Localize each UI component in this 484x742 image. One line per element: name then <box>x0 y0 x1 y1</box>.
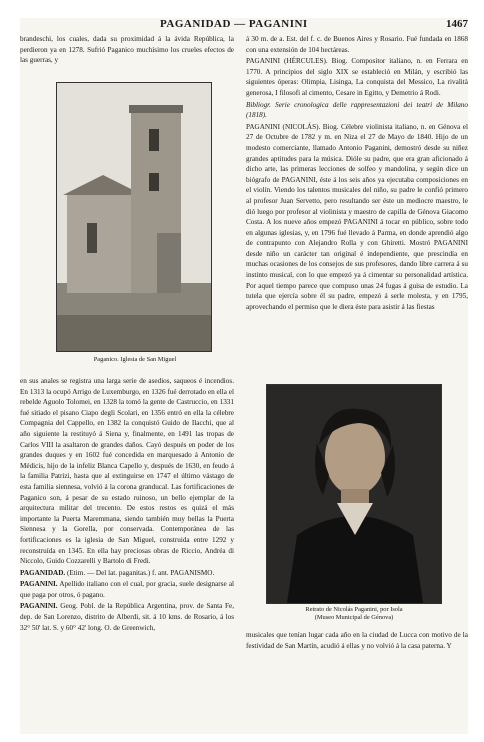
entry-paganidad <box>20 568 234 579</box>
paragraph: á 30 m. de a. Est. del f. c. de Buenos Aires y Rosario. Fué fundada en 1868 con una extensión de 104 hectáreas. <box>246 35 468 54</box>
paragraph: PAGANINI (NICOLÁS). Biog. Célebre violinista italiano, n. en Génova el 27 de Octubre de 1782 y m. en Niza el 27 de Mayo de 1840. Hijo de un modesto comerciante, llamado Antonio Paganini, demostró desde su niñez grandes aptitudes para la música. Dióle su padre, que era gran aficionado á dicho arte, las primeras lecciones de solfeo y mandolina, y según dice un biógrafo de PAGANINI, éste á los seis años ya ejecutaba composiciones en el violín. Viendo los talentos musicales del niño, su padre le confió primero al profesor Juan Servetto, pero resultando ser éste un mediocre maestro, le dió luego por profesor al violinista y maestro de capilla de Génova Giacomo Costa. A los nueve años empezó PAGANINI á tocar en público, sobre todo en algunas iglesias, y, en 1796 fué llevado á Parma, en donde aprendió algo de contrapunto con Alejandro Rolla y con Ghiretti. Mostró PAGANINI desde niño un carácter tan original é independiente, que prescindía en muchas ocasiones de los consejos de sus profesores, dando libre carrera á su instinto musical, con lo que empezó ya á cimentar su personalidad artística. Por aquel tiempo parece que compuso unas 24 fugas á guisa de estudio. La tutela que ejercía sobre él su padre, empezó á serle molesta, y en 1795, aprovechando el permiso que le diera éste para asistir á las fiestas <box>246 122 468 311</box>
entry-head: PAGANINI. <box>20 602 58 611</box>
left-column-bottom <box>20 376 234 734</box>
paragraph: en sus anales se registra una larga serie de asedios, saqueos é incendios. En 1313 la ocupó Arrigo de Luxemburgo, en 1326 fué derrotado en ella el rebelde Aguolo Tolomei, en 1328 la tomó la gente de Castruccio, en 1331 fué sitiado el pisano Ciapo degli Scolari, en 1356 entró en ella la célebre Compagnia del Cappello, en 1382 la conquistó Guido de Ilacchi, que al año siguiente la restituyó á Siena y, finalmente, en 1491 las tropas de Carlos VIII la asaltaron de grandes daños. Cayó después en poder de los grandes duques y en 1602 fué concedida en marquesado á Antonio de Médicis, hijo de la infeliz Blanca Capello y, después de 1630, en feudo á la familia Patrizi, hasta que al extinguirse en 1747 el último vástago de esta familia siennesa, volvió á la corona granducal. Las fortificaciones de Paganico son, á pesar de su estado ruinoso, un bello ejemplar de la arquitectura militar del trecento. De estos restos es quizá el más importante la Puerta Maremmana, siendo también muy bellas la Puerta Siennesa y la Gorella, por conservada. Contemporánea de las fortificaciones es la iglesia de San Miguel, construida entre 1292 y reconstruída en 1345. En ella hay preciosas obras de Riccio, Andréa di Niccolo, Guido Cozzarelli y Bartolo di Fredi. <box>20 377 234 566</box>
church-photo <box>56 82 212 352</box>
paganini-portrait <box>266 384 442 604</box>
entry-head: PAGANIDAD. <box>20 568 66 577</box>
right-column-top <box>246 34 468 376</box>
right-column-bottom <box>246 630 468 734</box>
paragraph: musicales que tenían lugar cada año en la ciudad de Lucca con motivo de la festividad de San Martín, acudió á ellas y no volvió á la casa paterna. Y <box>246 631 468 650</box>
entry-paganini-surname <box>20 579 234 600</box>
book-page <box>20 18 468 734</box>
portrait-caption-line2: (Museo Municipal de Génova) <box>314 614 394 621</box>
entry-text: (Etim. — Del lat. paganitas.) f. ant. PAGANISMO. <box>66 568 215 577</box>
bibliography: Bibliogr. Serie cronologica delle rappresentazioni dei teatri de Milano (1818). <box>246 100 468 120</box>
portrait-illustration <box>267 385 441 603</box>
left-column-top <box>20 34 234 78</box>
page-number: 1467 <box>446 18 468 30</box>
entry-text: Apellido italiano con el cual, por gracia, suele designarse al que paga por otros, ó pagano. <box>20 580 234 599</box>
entry-text: Geog. Pobl. de la República Argentina, prov. de Santa Fe, dep. de San Lorenzo, distrito de Alberdi, sit. á 10 kms. de Rosario, á los 32° 50' lat. S. y 60° 42' long. O. de Greenwich, <box>20 602 234 632</box>
paragraph: brandeschi, los cuales, dada su proximidad á la ávida República, la perdieron ya en 1278. Sufrió Paganico muchísimo los crueles efectos de las guerras, y <box>20 35 234 65</box>
entry-head: PAGANINI. <box>20 580 58 589</box>
running-header <box>20 18 468 32</box>
paragraph: PAGANINI (HÉRCULES). Biog. Compositor italiano, n. en Ferrara en 1770. A principios del siglo XIX se estableció en Milán, y escribió las siguientes óperas: Olimpia, Lisinga, La conquista del Messico, La rivalità generosa, I filosofi al cimento, Cesare in Egitto, y Demetrio á Rodi. <box>246 57 468 97</box>
portrait-caption <box>254 606 454 622</box>
running-title: PAGANIDAD — PAGANINI <box>160 18 308 30</box>
church-illustration <box>57 83 211 351</box>
entry-paganini-geog <box>20 601 234 633</box>
portrait-caption-line1: Retrato de Nicolás Paganini, por Isola <box>305 606 403 613</box>
church-caption: Paganico. Iglesia de San Miguel <box>93 356 177 363</box>
